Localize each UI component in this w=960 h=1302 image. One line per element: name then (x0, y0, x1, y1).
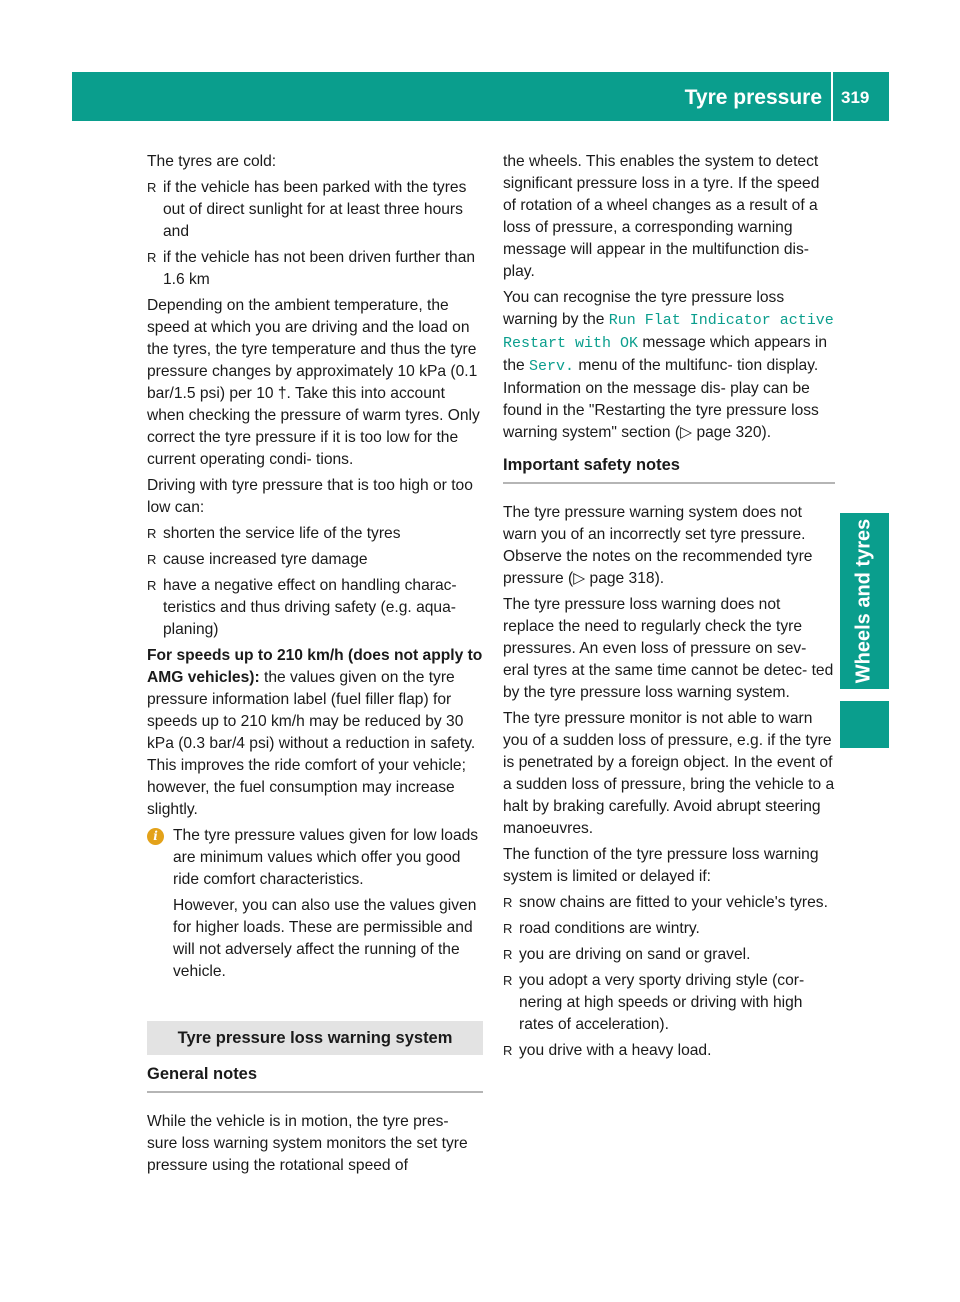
chapter-marker (840, 701, 889, 748)
bullet-icon: R (503, 921, 513, 936)
header-divider (831, 72, 833, 121)
list-item: R have a negative effect on handling charac- teristics and thus driving safety (e.g. aqua- planing) (147, 577, 457, 638)
subheading: General notes (147, 1063, 483, 1093)
list-item: R road conditions are wintry. (503, 918, 835, 940)
list-item: R if the vehicle has not been driven further than 1.6 km (147, 249, 476, 288)
bullet-icon: R (147, 250, 157, 265)
paragraph: Driving with tyre pressure that is too high or too low can: (147, 477, 473, 516)
right-column (503, 151, 835, 1066)
paragraph: The function of the tyre pressure loss warning system is limited or delayed if: (503, 846, 819, 885)
list-item: R shorten the service life of the tyres (147, 523, 483, 545)
page-reference[interactable]: ▷ page 318 (573, 570, 655, 587)
paragraph: For speeds up to 210 km/h (does not apply to AMG vehicles): the values given on the tyre pressure information label (fuel filler flap) for speeds up to 210 km/h may be reduced by 30 kPa (0.3 bar/4 psi) without a reduction in safety. This improves the ride comfort of your vehicle; however, the fuel consumption may increase slightly. (147, 647, 483, 818)
list-item: R snow chains are fitted to your vehicle's tyres. (503, 892, 835, 914)
bullet-icon: R (147, 180, 157, 195)
paragraph: While the vehicle is in motion, the tyre pres- sure loss warning system monitors the set tyre pressure using the rotational speed of (147, 1113, 468, 1174)
bullet-icon: R (503, 973, 513, 988)
bullet-icon: R (147, 526, 157, 541)
bullet-icon: R (147, 552, 157, 567)
bullet-icon: R (503, 895, 513, 910)
list-item: R if the vehicle has been parked with the tyres out of direct sunlight for at least three hours and (147, 179, 467, 240)
info-icon: i (147, 828, 164, 845)
bullet-icon: R (503, 1043, 513, 1058)
subheading: Important safety notes (503, 454, 835, 484)
paragraph: Depending on the ambient temperature, the speed at which you are driving and the load on the tyres, the tyre temperature and thus the tyre pressure changes by approximately 10 kPa (0.1 bar/1.5 psi) per 10 †. Take this into account when checking the pressure of warm tyres. Only correct the tyre pressure if it is too low for the current operating condi- tions. (147, 297, 480, 468)
page-reference[interactable]: ▷ page 320 (680, 424, 762, 441)
paragraph: The tyre pressure monitor is not able to warn you of a sudden loss of pressure, e.g. if the tyre is penetrated by a foreign object. In the event of a sudden loss of pressure, bring the vehicle to a halt by braking carefully. Avoid abrupt steering manoeuvres. (503, 710, 835, 837)
display-message: Run Flat Indicator active Restart with OK (503, 312, 834, 352)
list-item: R you drive with a heavy load. (503, 1040, 835, 1062)
bullet-icon: R (503, 947, 513, 962)
list-item: R you are driving on sand or gravel. (503, 944, 835, 966)
info-paragraph: The tyre pressure values given for low loads are minimum values which offer you good ride comfort characteristics. (173, 827, 479, 888)
list-item: R you adopt a very sporty driving style (cor- nering at high speeds or driving with high rates of acceleration). (503, 972, 805, 1033)
page-section-title: Tyre pressure (684, 86, 822, 109)
info-paragraph: However, you can also use the values given for higher loads. These are permissible and will not adversely affect the running of the vehicle. (173, 897, 477, 980)
page-number: 319 (841, 88, 870, 107)
paragraph: You can recognise the tyre pressure loss warning by the Run Flat Indicator active Restart with OK message which appears in the Serv. menu of the multifunc- tion display. Information on the message dis- play can be found in the "Restarting the tyre pressure loss warning system" section (▷ page 320). (503, 289, 834, 441)
paragraph: The tyre pressure warning system does not warn you of an incorrectly set tyre pressure. Observe the notes on the recommended tyre pressure (▷ page 318). (503, 504, 813, 587)
list-item: R cause increased tyre damage (147, 549, 483, 571)
bullet-icon: R (147, 578, 157, 593)
paragraph: The tyre pressure loss warning does not replace the need to regularly check the tyre pressures. An even loss of pressure on sev- eral tyres at the same time cannot be detec- ted by the tyre pressure loss warning system. (503, 596, 834, 701)
chapter-tab-label: Wheels and tyres (852, 518, 875, 684)
paragraph: The tyres are cold: (147, 153, 277, 170)
paragraph: the wheels. This enables the system to detect significant pressure loss in a tyre. If the speed of rotation of a wheel changes as a result of a loss of pressure, a corresponding warning message will appear in the multifunction dis- play. (503, 153, 820, 280)
section-heading: Tyre pressure loss warning system (147, 1021, 483, 1055)
info-note (147, 825, 483, 983)
left-column (147, 151, 483, 1181)
display-menu: Serv. (529, 358, 575, 375)
